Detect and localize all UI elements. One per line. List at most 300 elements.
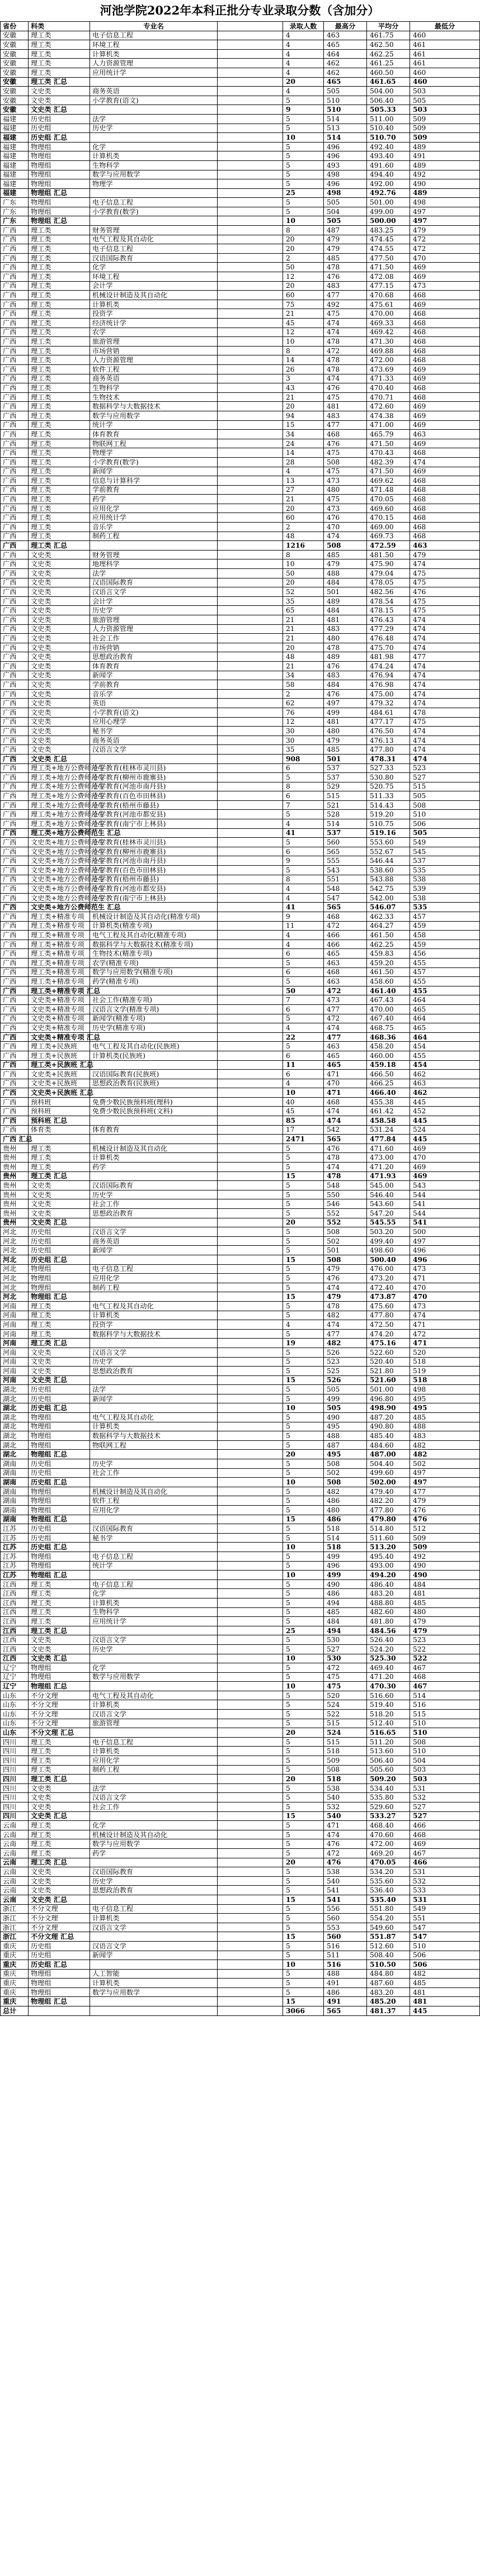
cell-min: 471	[410, 1339, 480, 1348]
cell-avg: 476.94	[367, 671, 410, 680]
cell-max: 530	[324, 1635, 367, 1645]
table-row	[1, 1385, 480, 1394]
cell-min: 468	[410, 532, 480, 541]
cell-avg: 526.40	[367, 1635, 410, 1645]
cell-province: 江西	[1, 1607, 29, 1617]
cell-province: 河北	[1, 1283, 29, 1292]
cell-avg: 475.16	[367, 1339, 410, 1348]
cell-admitted: 10	[283, 1571, 324, 1580]
cell-max: 476	[324, 1858, 367, 1867]
table-row	[1, 1571, 480, 1580]
cell-avg: 521.80	[367, 1367, 410, 1376]
cell-province: 河北	[1, 1246, 29, 1255]
cell-avg: 461.75	[367, 31, 410, 40]
cell-avg: 466.50	[367, 1070, 410, 1079]
cell-admitted: 5	[283, 1783, 324, 1793]
cell-min: 474	[410, 624, 480, 634]
cell-blank	[218, 1367, 283, 1376]
table-row	[1, 1867, 480, 1877]
cell-province: 广西	[1, 235, 29, 244]
cell-max: 496	[324, 179, 367, 189]
cell-avg: 510.40	[367, 124, 410, 133]
cell-province: 安徽	[1, 96, 29, 105]
cell-max: 474	[324, 1116, 367, 1126]
cell-min: 509	[410, 1543, 480, 1552]
cell-max: 547	[324, 893, 367, 903]
cell-major	[90, 1626, 218, 1635]
cell-admitted: 30	[283, 736, 324, 745]
cell-major	[90, 1960, 218, 1970]
cell-admitted: 15	[283, 1292, 324, 1302]
cell-max: 487	[324, 1440, 367, 1450]
cell-avg: 492.40	[367, 142, 410, 151]
table-row	[1, 1301, 480, 1311]
cell-blank	[218, 615, 283, 625]
cell-blank	[218, 216, 283, 226]
cell-min: 515	[410, 1710, 480, 1719]
cell-category: 物理组 汇总	[29, 1571, 90, 1580]
cell-province: 广西	[1, 495, 29, 504]
cell-major: 汉语言文学	[90, 1227, 218, 1237]
cell-province: 辽宁	[1, 1682, 29, 1691]
cell-blank	[218, 328, 283, 337]
cell-min: 458	[410, 931, 480, 940]
cell-min: 492	[410, 1552, 480, 1561]
cell-min: 474	[410, 680, 480, 690]
cell-category: 文史类	[29, 1209, 90, 1218]
table-row	[1, 912, 480, 922]
cell-admitted: 26	[283, 364, 324, 374]
cell-category: 文史类+地方公费师范生	[29, 838, 90, 847]
table-row	[1, 31, 480, 40]
cell-province: 广西	[1, 847, 29, 856]
cell-province: 广西	[1, 866, 29, 875]
cell-min: 464	[410, 1032, 480, 1042]
cell-category: 文史类	[29, 1635, 90, 1645]
cell-blank	[218, 1218, 283, 1227]
cell-category: 文史类 汇总	[29, 1895, 90, 1904]
cell-blank	[218, 1023, 283, 1033]
cell-avg: 511.00	[367, 114, 410, 124]
cell-admitted: 94	[283, 411, 324, 420]
cell-province: 福建	[1, 124, 29, 133]
cell-category: 理工类	[29, 59, 90, 68]
cell-category: 文史类 汇总	[29, 1654, 90, 1663]
cell-category: 理工类	[29, 1765, 90, 1775]
cell-blank	[218, 1060, 283, 1070]
table-row	[1, 1821, 480, 1830]
cell-major	[90, 1403, 218, 1413]
table-row	[1, 198, 480, 207]
table-row	[1, 773, 480, 782]
cell-avg: 470.60	[367, 1830, 410, 1839]
cell-province: 贵州	[1, 1163, 29, 1172]
cell-avg: 461.50	[367, 931, 410, 940]
cell-min: 506	[410, 1960, 480, 1970]
cell-avg: 458.60	[367, 977, 410, 986]
cell-province: 福建	[1, 114, 29, 124]
cell-min: 469	[410, 420, 480, 430]
cell-major: 思想政治教育	[90, 1886, 218, 1895]
cell-avg: 460.50	[367, 68, 410, 77]
cell-max: 541	[324, 1895, 367, 1904]
cell-max: 541	[324, 1886, 367, 1895]
cell-major: 制药工程	[90, 1765, 218, 1775]
cell-blank	[218, 949, 283, 959]
table-row	[1, 1357, 480, 1367]
cell-category: 物理组	[29, 1264, 90, 1274]
cell-major: 经济统计学	[90, 319, 218, 328]
table-body	[1, 22, 480, 2016]
cell-min: 504	[410, 1756, 480, 1766]
cell-blank	[218, 1236, 283, 1246]
cell-min: 457	[410, 967, 480, 977]
cell-max: 472	[324, 986, 367, 995]
cell-avg: 475.70	[367, 643, 410, 652]
cell-province: 云南	[1, 1876, 29, 1886]
cell-avg: 469.73	[367, 532, 410, 541]
cell-blank	[218, 420, 283, 430]
cell-category: 文史类	[29, 587, 90, 597]
cell-blank	[218, 1923, 283, 1932]
cell-province: 广西	[1, 708, 29, 717]
cell-avg: 470.05	[367, 1858, 410, 1867]
cell-major: 小学教育(百色市田林县)	[90, 866, 218, 875]
table-row	[1, 819, 480, 829]
cell-category: 理工类 汇总	[29, 77, 90, 87]
cell-min: 445	[410, 2006, 480, 2016]
cell-max: 523	[324, 1357, 367, 1367]
cell-avg: 487.20	[367, 1413, 410, 1422]
cell-avg: 468.40	[367, 1821, 410, 1830]
table-row	[1, 87, 480, 96]
cell-category: 文史类+地方公费师范生	[29, 847, 90, 856]
cell-admitted: 60	[283, 291, 324, 300]
cell-max: 476	[324, 513, 367, 523]
cell-admitted: 5	[283, 1329, 324, 1339]
table-row	[1, 986, 480, 995]
cell-min: 469	[410, 272, 480, 282]
cell-province: 湖南	[1, 1478, 29, 1487]
cell-avg: 483.25	[367, 226, 410, 235]
cell-blank	[218, 198, 283, 207]
cell-blank	[218, 114, 283, 124]
cell-admitted: 2	[283, 523, 324, 532]
cell-blank	[218, 754, 283, 763]
table-row	[1, 49, 480, 59]
cell-avg: 508.40	[367, 1951, 410, 1960]
cell-major: 数学与应用数学	[90, 411, 218, 420]
cell-admitted: 10	[283, 337, 324, 347]
cell-province: 广西	[1, 402, 29, 411]
cell-major: 小学教育(梧州市藤县)	[90, 800, 218, 810]
cell-avg: 459.18	[367, 1060, 410, 1070]
cell-min: 469	[410, 467, 480, 476]
table-row	[1, 1617, 480, 1626]
cell-admitted: 20	[283, 643, 324, 652]
cell-min: 490	[410, 179, 480, 189]
cell-avg: 472.00	[367, 355, 410, 365]
cell-province: 福建	[1, 188, 29, 198]
table-row	[1, 1367, 480, 1376]
cell-category: 理工类	[29, 40, 90, 50]
cell-avg: 461.40	[367, 986, 410, 995]
cell-avg: 552.67	[367, 847, 410, 856]
cell-category: 理工类	[29, 1301, 90, 1311]
cell-avg: 474.20	[367, 1329, 410, 1339]
cell-admitted: 5	[283, 114, 324, 124]
cell-avg: 470.40	[367, 383, 410, 393]
table-row	[1, 977, 480, 986]
cell-blank	[218, 142, 283, 151]
cell-blank	[218, 903, 283, 912]
cell-category: 理工类	[29, 1848, 90, 1858]
cell-max: 486	[324, 1515, 367, 1524]
cell-major	[90, 1543, 218, 1552]
cell-min: 518	[410, 1375, 480, 1385]
cell-avg: 492.00	[367, 179, 410, 189]
cell-blank	[218, 1543, 283, 1552]
cell-province: 广西	[1, 977, 29, 986]
cell-category: 物理组	[29, 1552, 90, 1561]
cell-avg: 477.17	[367, 717, 410, 727]
table-row	[1, 958, 480, 967]
cell-major: 新闻学	[90, 1394, 218, 1403]
cell-province: 重庆	[1, 1941, 29, 1951]
cell-category: 理工类	[29, 1756, 90, 1766]
cell-max: 538	[324, 1867, 367, 1877]
cell-category: 历史组	[29, 1394, 90, 1403]
cell-min: 459	[410, 940, 480, 949]
cell-min: 470	[410, 253, 480, 263]
cell-min: 473	[410, 1301, 480, 1311]
cell-category: 文史类	[29, 624, 90, 634]
header-min-score: 最低分	[410, 22, 480, 31]
cell-min: 461	[410, 59, 480, 68]
cell-province: 重庆	[1, 1987, 29, 1997]
cell-category: 物理组	[29, 142, 90, 151]
table-row	[1, 1783, 480, 1793]
cell-province: 广西	[1, 903, 29, 912]
cell-max: 478	[324, 643, 367, 652]
cell-major: 应用心理学	[90, 717, 218, 727]
table-row	[1, 1264, 480, 1274]
cell-province: 广西	[1, 921, 29, 931]
cell-avg: 474.24	[367, 661, 410, 671]
cell-max: 479	[324, 235, 367, 244]
table-row	[1, 699, 480, 708]
cell-min: 489	[410, 160, 480, 170]
cell-max: 486	[324, 1496, 367, 1506]
cell-avg: 462.50	[367, 40, 410, 50]
cell-avg: 554.20	[367, 1914, 410, 1923]
cell-admitted: 5	[283, 1987, 324, 1997]
table-row	[1, 1329, 480, 1339]
cell-blank	[218, 838, 283, 847]
cell-max: 481	[324, 717, 367, 727]
cell-min: 474	[410, 643, 480, 652]
cell-admitted: 20	[283, 281, 324, 291]
cell-blank	[218, 31, 283, 40]
cell-blank	[218, 1876, 283, 1886]
cell-blank	[218, 569, 283, 578]
table-row	[1, 1153, 480, 1163]
cell-category: 理工类	[29, 457, 90, 467]
cell-avg: 543.60	[367, 1199, 410, 1209]
cell-min: 466	[410, 1821, 480, 1830]
cell-category: 理工类	[29, 495, 90, 504]
cell-admitted: 15	[283, 1171, 324, 1181]
cell-blank	[218, 179, 283, 189]
cell-avg: 475.00	[367, 689, 410, 699]
cell-province: 湖北	[1, 1450, 29, 1459]
cell-max: 475	[324, 448, 367, 458]
cell-avg: 482.20	[367, 1496, 410, 1506]
table-row	[1, 643, 480, 652]
cell-category: 理工类	[29, 1607, 90, 1617]
cell-major: 体育教育	[90, 661, 218, 671]
cell-major: 计算机类	[90, 1700, 218, 1710]
cell-province: 四川	[1, 1783, 29, 1793]
cell-max: 476	[324, 272, 367, 282]
cell-province: 安徽	[1, 49, 29, 59]
cell-blank	[218, 1793, 283, 1802]
cell-avg: 469.33	[367, 319, 410, 328]
cell-province: 贵州	[1, 1199, 29, 1209]
cell-province: 河北	[1, 1264, 29, 1274]
cell-major: 汉语国际教育	[90, 1524, 218, 1534]
cell-blank	[218, 1626, 283, 1635]
cell-avg: 512.60	[367, 1941, 410, 1951]
cell-category: 理工类	[29, 411, 90, 420]
cell-province: 广西	[1, 559, 29, 569]
cell-province: 云南	[1, 1848, 29, 1858]
cell-min: 475	[410, 596, 480, 606]
table-row	[1, 1923, 480, 1932]
cell-major: 药学	[90, 1848, 218, 1858]
cell-category: 文史类	[29, 1886, 90, 1895]
cell-avg: 471.93	[367, 1171, 410, 1181]
cell-min: 475	[410, 717, 480, 727]
cell-blank	[218, 448, 283, 458]
cell-max: 463	[324, 958, 367, 967]
cell-admitted: 5	[283, 1607, 324, 1617]
cell-major: 电子信息工程	[90, 1737, 218, 1747]
cell-avg: 458.20	[367, 1042, 410, 1051]
cell-max: 485	[324, 745, 367, 755]
cell-category: 历史组	[29, 1524, 90, 1534]
cell-min: 503	[410, 1775, 480, 1784]
cell-admitted: 8	[283, 875, 324, 884]
cell-admitted: 28	[283, 457, 324, 467]
cell-major: 汉语言文学	[90, 1793, 218, 1802]
cell-avg: 546.40	[367, 1190, 410, 1199]
cell-avg: 474.45	[367, 235, 410, 244]
cell-major: 历史学	[90, 1644, 218, 1654]
cell-blank	[218, 281, 283, 291]
cell-category: 理工类+民族班	[29, 1042, 90, 1051]
cell-max: 518	[324, 1543, 367, 1552]
cell-blank	[218, 1190, 283, 1199]
cell-max: 489	[324, 652, 367, 662]
cell-admitted: 5	[283, 1524, 324, 1534]
cell-category: 理工类	[29, 513, 90, 523]
cell-category: 理工类	[29, 68, 90, 77]
table-row	[1, 1700, 480, 1710]
cell-blank	[218, 1811, 283, 1821]
cell-admitted: 2	[283, 253, 324, 263]
cell-admitted: 6	[283, 967, 324, 977]
cell-major: 应用化学	[90, 1274, 218, 1283]
cell-category	[29, 1135, 90, 1144]
cell-major: 汉语言文学	[90, 587, 218, 597]
table-row	[1, 782, 480, 791]
table-row	[1, 392, 480, 402]
cell-province: 浙江	[1, 1904, 29, 1914]
cell-min: 468	[410, 523, 480, 532]
cell-min: 539	[410, 884, 480, 894]
table-row	[1, 1728, 480, 1738]
cell-blank	[218, 1496, 283, 1506]
cell-min: 543	[410, 1181, 480, 1190]
cell-max: 546	[324, 1199, 367, 1209]
cell-admitted: 1216	[283, 541, 324, 551]
cell-avg: 483.20	[367, 1589, 410, 1598]
cell-avg: 481.98	[367, 652, 410, 662]
cell-avg: 518.20	[367, 1710, 410, 1719]
cell-major: 数学与应用数学	[90, 1839, 218, 1849]
cell-province: 江西	[1, 1579, 29, 1589]
table-row	[1, 606, 480, 615]
cell-max: 483	[324, 671, 367, 680]
cell-admitted: 20	[283, 1450, 324, 1459]
cell-category: 文史类	[29, 680, 90, 690]
cell-category: 历史组	[29, 1227, 90, 1237]
table-row	[1, 1691, 480, 1700]
cell-avg: 542.75	[367, 884, 410, 894]
cell-major	[90, 1292, 218, 1302]
cell-category: 理工类+地方公费师范生	[29, 763, 90, 773]
cell-min: 512	[410, 1524, 480, 1534]
cell-admitted: 5	[283, 958, 324, 967]
cell-avg: 511.33	[367, 791, 410, 801]
cell-province: 广西	[1, 1014, 29, 1023]
cell-avg: 498.60	[367, 1246, 410, 1255]
cell-max: 497	[324, 699, 367, 708]
cell-blank	[218, 346, 283, 355]
table-row	[1, 1589, 480, 1598]
cell-province: 江苏	[1, 1561, 29, 1571]
table-row	[1, 1496, 480, 1506]
cell-major: 应用统计学	[90, 1617, 218, 1626]
cell-max: 526	[324, 1348, 367, 1357]
table-row	[1, 1960, 480, 1970]
cell-max: 501	[324, 1246, 367, 1255]
cell-blank	[218, 1014, 283, 1023]
cell-blank	[218, 457, 283, 467]
cell-max: 479	[324, 244, 367, 254]
cell-blank	[218, 207, 283, 216]
cell-admitted: 22	[283, 1032, 324, 1042]
cell-max: 514	[324, 133, 367, 143]
cell-max: 560	[324, 838, 367, 847]
cell-category: 文史类+地方公费师范生	[29, 884, 90, 894]
cell-max: 479	[324, 1264, 367, 1274]
cell-major: 汉语国际教育(民族班)	[90, 1070, 218, 1079]
cell-blank	[218, 578, 283, 587]
cell-min: 455	[410, 1051, 480, 1060]
cell-province: 湖北	[1, 1440, 29, 1450]
